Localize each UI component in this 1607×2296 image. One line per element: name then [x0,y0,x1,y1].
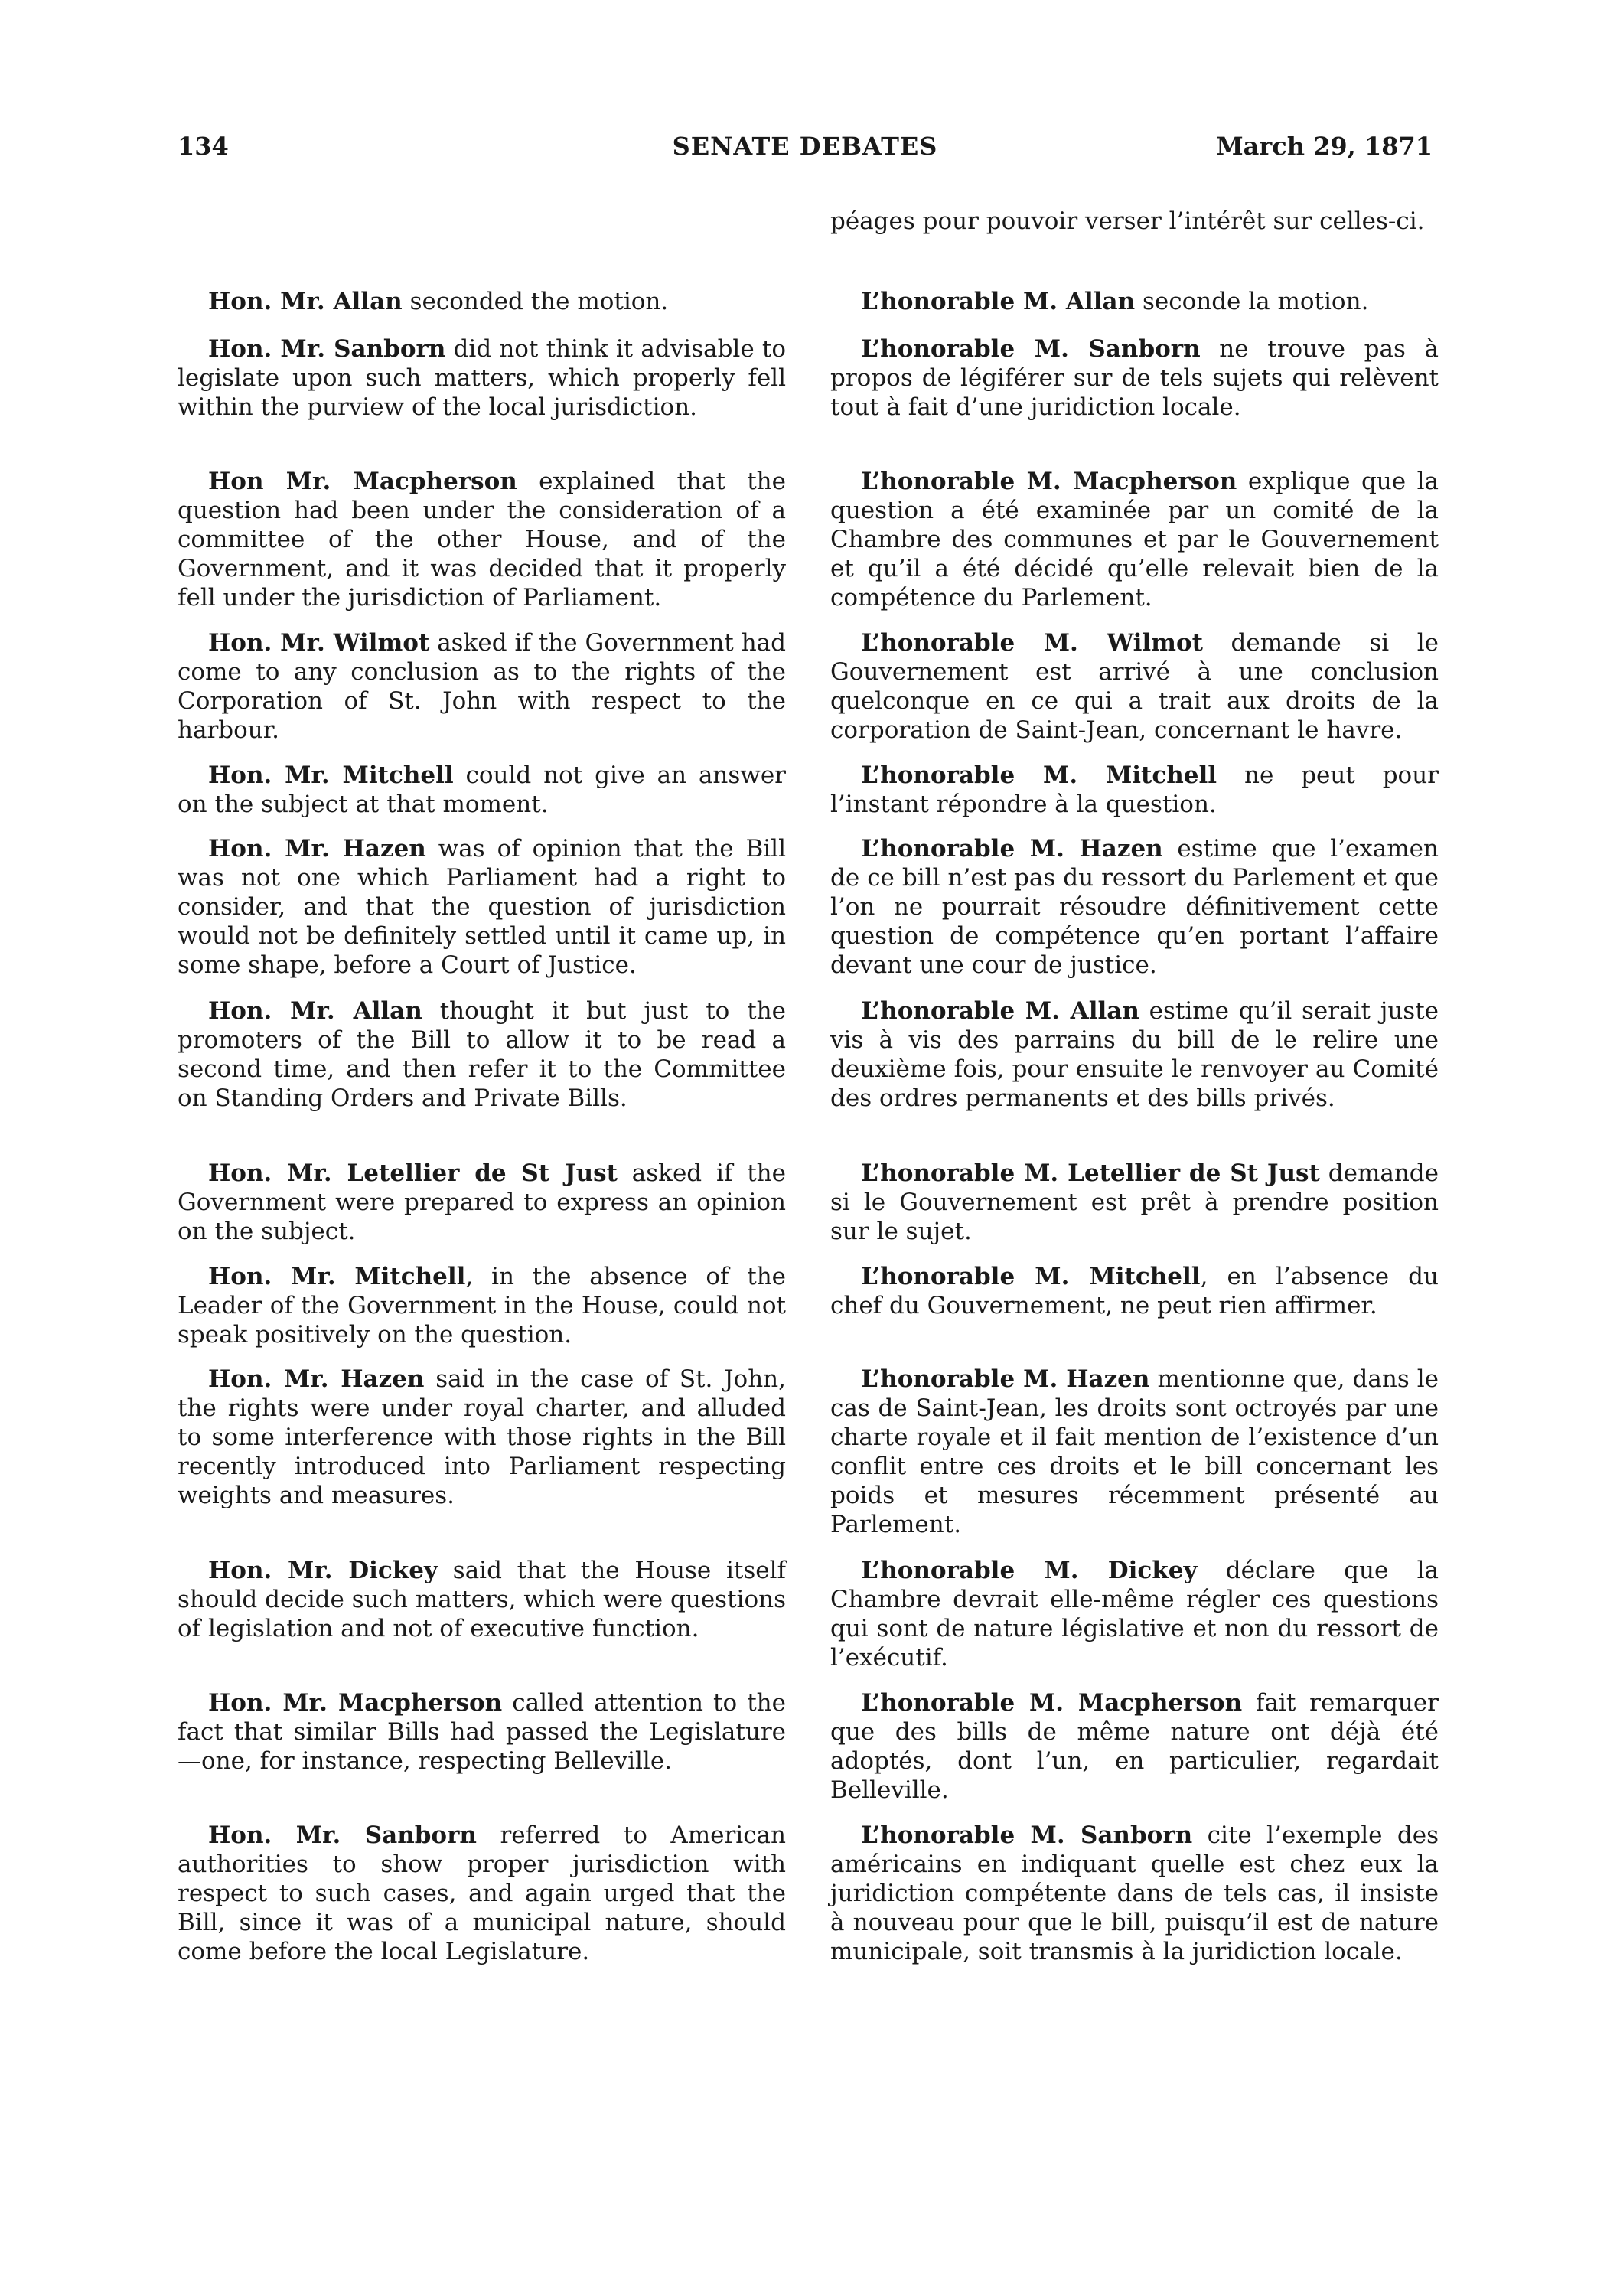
speaker-name: Hon. Mr. Letellier de St Just [208,1159,618,1187]
english-paragraph [178,287,786,316]
speech-text: said in the case of St. John, the rights were under royal charter, and alluded to some interference with those rights in the Bill recently introduced into Parliament respecting weights and measures. [178,1365,787,1509]
french-paragraph [830,1821,1439,1966]
english-paragraph [178,628,786,745]
speech-text: seconded the motion. [402,288,669,315]
speech-text: said that the House itself should decide such matters, which were questions of legislation and not of executive function. [178,1557,787,1642]
speaker-name: L’honorable M. Mitchell [861,1263,1201,1290]
speech-text: was of opinion that the Bill was not one which Parliament had a right to consider, and that the question of jurisdiction would not be definitely settled until it came up, in some shape, before a Court of Justice. [178,835,786,979]
english-paragraph [178,1159,786,1246]
french-paragraph [830,834,1439,980]
french-paragraph [830,467,1439,612]
french-paragraph [830,207,1439,236]
page-header [178,132,1433,178]
speech-text: , en l’absence du chef du Gouvernement, ne peut rien affirmer. [830,1263,1439,1319]
english-paragraph [178,1688,786,1776]
speaker-name: L’honorable M. Allan [861,288,1136,315]
speaker-name: Hon. Mr. Allan [208,288,403,315]
french-paragraph [830,1159,1439,1246]
speech-text: called attention to the fact that similar Bills had passed the Legislature—one, for instance, respecting Belleville. [178,1689,786,1775]
english-paragraph [178,996,786,1113]
french-paragraph [830,996,1439,1113]
speech-text: estime qu’il serait juste vis à vis des parrains du bill de le relire une deuxième fois, pour ensuite le renvoyer au Comité des ordres permanents et des bills privés. [830,997,1439,1112]
english-paragraph [178,1821,786,1966]
speech-text: did not think it advisable to legislate upon such matters, which properly fell within the purview of the local jurisdiction. [178,335,786,421]
french-paragraph [830,334,1439,422]
speech-text: asked if the Government had come to any conclusion as to the rights of the Corporation of St. John with respect to the harbour. [178,629,786,744]
french-paragraph [830,1365,1439,1539]
english-paragraph [178,334,786,422]
speaker-name: L’honorable M. Allan [861,997,1139,1025]
publication-title: SENATE DEBATES [672,132,938,161]
speech-text: explique que la question a été examinée par un comité de la Chambre des communes et par le Gouvernement et qu’il a été décidé qu’elle relevait bien de la compétence du Parlement. [830,468,1439,612]
speech-text: mentionne que, dans le cas de Saint-Jean, les droits sont octroyés par une charte royale et il fait mention de l’existence d’un conflit entre ces droits et le bill concernant les poids et mesures récemment présenté au Parlement. [830,1365,1439,1538]
speaker-name: Hon. Mr. Wilmot [208,629,430,657]
speech-text: ne peut pour l’instant répondre à la question. [830,762,1439,818]
speaker-name: Hon. Mr. Macpherson [208,1689,503,1717]
speech-text: péages pour pouvoir verser l’intérêt sur celles-ci. [830,207,1425,235]
speech-text: could not give an answer on the subject at that moment. [178,762,787,818]
english-paragraph [178,1262,786,1349]
speaker-name: L’honorable M. Mitchell [861,762,1217,789]
speech-text: referred to American authorities to show proper jurisdiction with respect to such cases, and again urged that the Bill, since it was of a municipal nature, should come before the local Legislature. [178,1821,786,1965]
speaker-name: L’honorable M. Dickey [861,1557,1198,1584]
speech-text: demande si le Gouvernement est arrivé à une conclusion quelconque en ce qui a trait aux droits de la corporation de Saint-Jean, concernant le havre. [830,629,1439,744]
speaker-name: Hon. Mr. Dickey [208,1557,438,1584]
english-paragraph [178,1365,786,1510]
french-paragraph [830,1688,1439,1805]
page-number: 134 [178,132,229,161]
french-paragraph [830,761,1439,819]
speaker-name: L’honorable M. Letellier de St Just [861,1159,1320,1187]
english-paragraph [178,467,786,612]
speaker-name: L’honorable M. Hazen [861,835,1163,863]
speech-text: ne trouve pas à propos de légiférer sur de tels sujets qui relèvent tout à fait d’une juridiction locale. [830,335,1439,421]
speaker-name: Hon. Mr. Sanborn [208,1821,477,1849]
speech-text: demande si le Gouvernement est prêt à prendre position sur le sujet. [830,1159,1439,1245]
speaker-name: L’honorable M. Sanborn [861,335,1201,363]
speaker-name: L’honorable M. Macpherson [861,1689,1243,1717]
speaker-name: Hon. Mr. Sanborn [208,335,446,363]
speaker-name: Hon. Mr. Hazen [208,835,426,863]
french-paragraph [830,1556,1439,1672]
french-paragraph [830,1262,1439,1320]
speech-text: , in the absence of the Leader of the Government in the House, could not speak positively on the question. [178,1263,787,1349]
english-paragraph [178,834,786,980]
speech-text: asked if the Government were prepared to express an opinion on the subject. [178,1159,786,1245]
english-paragraph [178,1556,786,1643]
speaker-name: Hon. Mr. Mitchell [208,1263,466,1290]
speaker-name: Hon Mr. Macpherson [208,468,517,495]
speaker-name: Hon. Mr. Hazen [208,1365,425,1393]
french-paragraph [830,628,1439,745]
speaker-name: L’honorable M. Wilmot [861,629,1203,657]
speech-text: estime que l’examen de ce bill n’est pas du ressort du Parlement et que l’on ne pourrait résoudre définitivement cette question de compétence qu’en portant l’affaire devant une cour de justice. [830,835,1439,979]
english-paragraph [178,761,786,819]
speaker-name: L’honorable M. Hazen [861,1365,1150,1393]
session-date: March 29, 1871 [1216,132,1433,161]
speaker-name: L’honorable M. Sanborn [861,1821,1193,1849]
speaker-name: Hon. Mr. Allan [208,997,422,1025]
speaker-name: L’honorable M. Macpherson [861,468,1237,495]
speech-text: cite l’exemple des américains en indiquant quelle est chez eux la juridiction compétente dans de tels cas, il insiste à nouveau pour que le bill, puisqu’il est de nature municipale, soit transmis à la juridiction locale. [830,1821,1439,1965]
speech-text: thought it but just to the promoters of the Bill to allow it to be read a second time, and then refer it to the Committee on Standing Orders and Private Bills. [178,997,786,1112]
speech-text: fait remarquer que des bills de même nature ont déjà été adoptés, dont l’un, en particulier, regardait Belleville. [830,1689,1439,1804]
speaker-name: Hon. Mr. Mitchell [208,762,454,789]
speech-text: déclare que la Chambre devrait elle-même régler ces questions qui sont de nature législative et non du ressort de l’exécutif. [830,1557,1439,1671]
french-paragraph [830,287,1439,316]
speech-text: seconde la motion. [1135,288,1369,315]
speech-text: explained that the question had been under the consideration of a committee of the other House, and of the Government, and it was decided that it properly fell under the jurisdiction of Parliament. [178,468,786,612]
